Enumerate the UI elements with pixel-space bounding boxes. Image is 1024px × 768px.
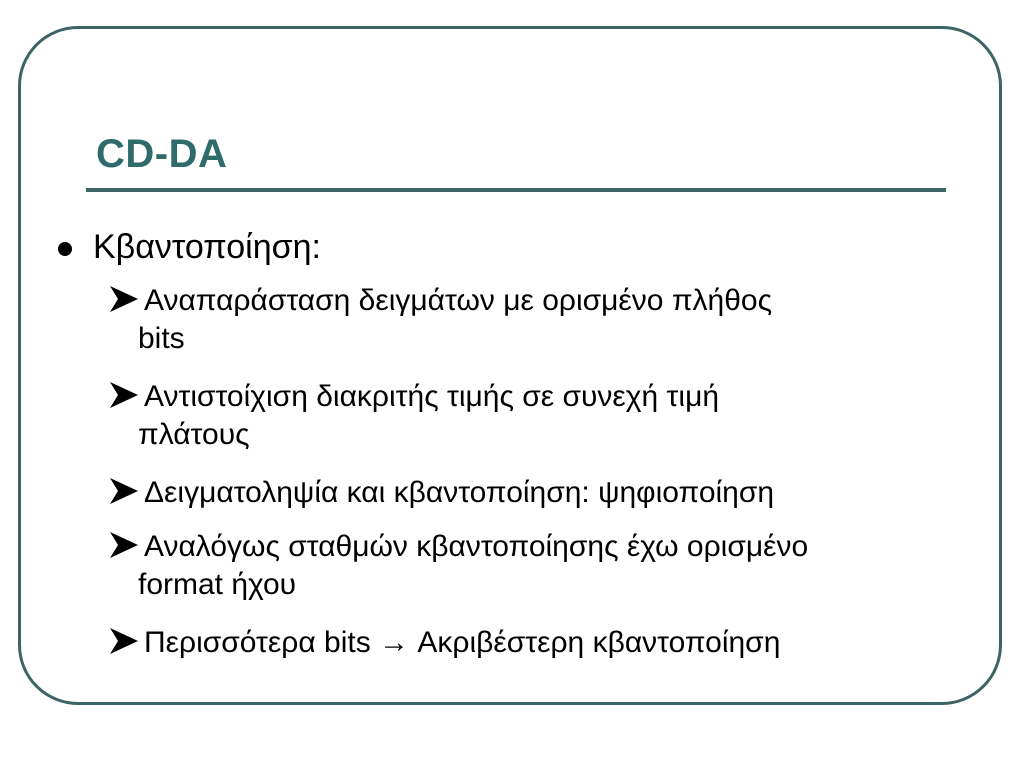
arrowhead-bullet-icon bbox=[108, 284, 140, 314]
bullet-item bbox=[58, 226, 321, 268]
sub-item-text: Αναπαράσταση δειγμάτων με ορισμένο πλήθος bbox=[144, 284, 773, 317]
sub-item-1 bbox=[108, 282, 988, 358]
sub-item-text: Δειγματοληψία και κβαντοποίηση: ψηφιοποίηση bbox=[144, 476, 775, 509]
arrowhead-bullet-icon bbox=[108, 476, 140, 506]
sub-item-text: Περισσότερα bits → Ακριβέστερη κβαντοποίηση bbox=[144, 626, 781, 659]
sub-item-2 bbox=[108, 378, 988, 454]
sub-item-text: Αντιστοίχιση διακριτής τιμής σε συνεχή τιμή bbox=[144, 380, 720, 413]
bullet-label: Κβαντοποίηση: bbox=[93, 228, 321, 266]
arrowhead-bullet-icon bbox=[108, 530, 140, 560]
slide-title: CD-DA bbox=[96, 132, 228, 176]
sub-item-text-cont: format ήχου bbox=[138, 568, 297, 601]
sub-item-text: Αναλόγως σταθμών κβαντοποίησης έχω ορισμένο bbox=[144, 530, 809, 563]
arrowhead-bullet-icon bbox=[108, 380, 140, 410]
sub-item-3 bbox=[108, 474, 988, 512]
sub-item-text-cont: bits bbox=[138, 322, 185, 355]
arrowhead-bullet-icon bbox=[108, 626, 140, 656]
sub-item-text-cont: πλάτους bbox=[138, 418, 250, 451]
sub-item-5 bbox=[108, 624, 988, 662]
title-divider bbox=[86, 188, 946, 192]
bullet-dot-icon bbox=[58, 242, 72, 256]
sub-item-4 bbox=[108, 528, 988, 604]
